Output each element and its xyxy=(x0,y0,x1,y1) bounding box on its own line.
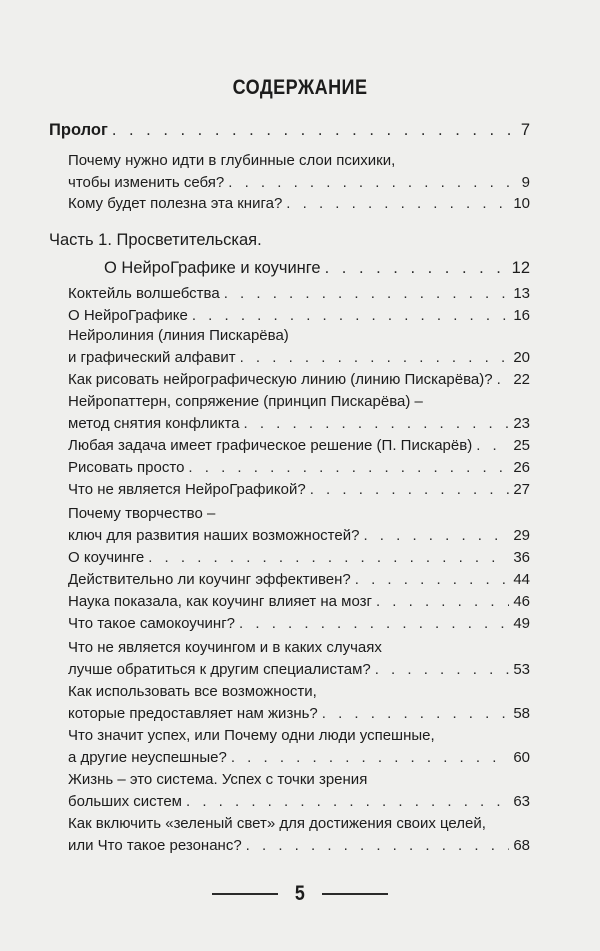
toc-entry[interactable] xyxy=(68,458,530,478)
toc-entry[interactable] xyxy=(68,326,530,368)
toc-entry-page: 25 xyxy=(513,437,530,454)
leader-dots xyxy=(376,592,509,612)
toc-entry-page: 53 xyxy=(513,661,530,678)
toc-entry-page: 26 xyxy=(513,459,530,476)
toc-entry-title: Почему нужно идти в глубинные слои психики, xyxy=(68,152,396,169)
leader-dots xyxy=(240,348,510,368)
part-heading[interactable] xyxy=(49,230,530,250)
toc-entry-page: 7 xyxy=(520,121,530,139)
toc-entry-page: 49 xyxy=(513,615,530,632)
page-footer xyxy=(0,882,600,906)
toc-entry-title: Коктейль волшебства xyxy=(68,285,220,302)
toc-entry-title: Нейропаттерн, сопряжение (принцип Пискарёва) – xyxy=(68,393,423,410)
toc-entry[interactable] xyxy=(68,151,530,193)
toc-entry-title: Как рисовать нейрографическую линию (линию Пискарёва)? xyxy=(68,371,493,388)
leader-dots xyxy=(224,284,510,304)
toc-entry[interactable] xyxy=(68,770,530,812)
toc-entry[interactable] xyxy=(68,548,530,568)
toc-entry-page: 29 xyxy=(513,527,530,544)
part-heading-title: Часть 1. Просветительская. xyxy=(49,231,262,249)
toc-entry-page: 44 xyxy=(513,571,530,588)
toc-entry[interactable] xyxy=(68,370,530,390)
toc-entry-page: 10 xyxy=(513,195,530,212)
toc-entry-page: 27 xyxy=(513,481,530,498)
toc-entry[interactable] xyxy=(68,480,530,500)
leader-dots xyxy=(246,836,510,856)
toc-entry-title-cont: или Что такое резонанс? xyxy=(68,837,242,854)
toc-entry-page: 12 xyxy=(511,259,530,277)
leader-dots xyxy=(148,548,509,568)
toc-entry-title: Как использовать все возможности, xyxy=(68,683,317,700)
leader-dots xyxy=(286,194,509,214)
toc-entry-title: Что не является НейроГрафикой? xyxy=(68,481,306,498)
toc-title: СОДЕРЖАНИЕ xyxy=(232,76,368,99)
toc-entry[interactable] xyxy=(68,682,530,724)
toc-entry-title: Как включить «зеленый свет» для достижения своих целей, xyxy=(68,815,486,832)
toc-entry[interactable] xyxy=(68,306,530,326)
toc-entry-page: 63 xyxy=(513,793,530,810)
toc-entry[interactable] xyxy=(68,814,530,856)
toc-entry[interactable] xyxy=(68,392,530,434)
toc-entry[interactable] xyxy=(68,284,530,304)
toc-entry[interactable] xyxy=(68,726,530,768)
toc-entry-page: 20 xyxy=(513,349,530,366)
toc-entry-title: О коучинге xyxy=(68,549,145,566)
toc-entry[interactable] xyxy=(68,194,530,214)
footer-rule-left xyxy=(212,893,278,895)
toc-entry-page: 16 xyxy=(513,307,530,324)
leader-dots xyxy=(244,414,510,434)
toc-entry-title: Что такое самокоучинг? xyxy=(68,615,236,632)
leader-dots xyxy=(231,748,509,768)
toc-entry[interactable] xyxy=(49,120,530,140)
toc-entry-page: 9 xyxy=(521,174,530,191)
leader-dots xyxy=(355,570,510,590)
toc-entry-title-cont: и графический алфавит xyxy=(68,349,236,366)
toc-entry-title: Что значит успех, или Почему одни люди успешные, xyxy=(68,727,435,744)
toc-entry-title: Любая задача имеет графическое решение (П. Пискарёв) xyxy=(68,437,473,454)
part-heading-subtitle[interactable] xyxy=(104,258,530,278)
toc-entry-page: 36 xyxy=(513,549,530,566)
toc-entry[interactable] xyxy=(68,638,530,680)
leader-dots xyxy=(325,258,508,278)
toc-entry[interactable] xyxy=(68,436,530,456)
leader-dots xyxy=(322,704,510,724)
leader-dots xyxy=(112,120,517,140)
toc-entry-title-cont: больших систем xyxy=(68,793,182,810)
toc-entry-title-cont: которые предоставляет нам жизнь? xyxy=(68,705,318,722)
toc-entry-title: Нейролиния (линия Пискарёва) xyxy=(68,327,289,344)
toc-entry-title-cont: чтобы изменить себя? xyxy=(68,174,225,191)
toc-entry[interactable] xyxy=(68,570,530,590)
toc-entry-title: Действительно ли коучинг эффективен? xyxy=(68,571,351,588)
toc-entry-page: 23 xyxy=(513,415,530,432)
leader-dots xyxy=(186,792,509,812)
toc-entry[interactable] xyxy=(68,592,530,612)
toc-entry-title: О НейроГрафике xyxy=(68,307,188,324)
leader-dots xyxy=(188,458,509,478)
toc-entry-title: Рисовать просто xyxy=(68,459,185,476)
leader-dots xyxy=(310,480,510,500)
toc-entry-title: Жизнь – это система. Успех с точки зрения xyxy=(68,771,368,788)
page-number: 5 xyxy=(295,882,305,905)
leader-dots xyxy=(239,614,509,634)
toc-entry-page: 60 xyxy=(513,749,530,766)
toc-entry-page: 13 xyxy=(513,285,530,302)
toc-entry-title: Что не является коучингом и в каких случаях xyxy=(68,639,382,656)
toc-entry-page: 68 xyxy=(513,837,530,854)
toc-entry[interactable] xyxy=(68,614,530,634)
toc-entry-page: 58 xyxy=(513,705,530,722)
toc-entry-page: 46 xyxy=(513,593,530,610)
footer-rule-right xyxy=(322,893,388,895)
toc-entry-title-cont: ключ для развития наших возможностей? xyxy=(68,527,360,544)
leader-dots xyxy=(476,436,509,456)
toc-entry-title: Кому будет полезна эта книга? xyxy=(68,195,283,212)
leader-dots xyxy=(363,526,509,546)
leader-dots xyxy=(375,660,510,680)
toc-entry[interactable] xyxy=(68,504,530,546)
toc-entry-title: Наука показала, как коучинг влияет на мозг xyxy=(68,593,372,610)
leader-dots xyxy=(497,370,510,390)
toc-entry-title: О НейроГрафике и коучинге xyxy=(104,259,321,277)
toc-entry-title-cont: а другие неуспешные? xyxy=(68,749,227,766)
leader-dots xyxy=(192,306,509,326)
toc-entry-title-cont: лучше обратиться к другим специалистам? xyxy=(68,661,371,678)
leader-dots xyxy=(228,173,517,193)
toc-entry-title: Почему творчество – xyxy=(68,505,216,522)
toc-entry-title: Пролог xyxy=(49,121,108,139)
toc-entry-title-cont: метод снятия конфликта xyxy=(68,415,240,432)
toc-entry-page: 22 xyxy=(513,371,530,388)
